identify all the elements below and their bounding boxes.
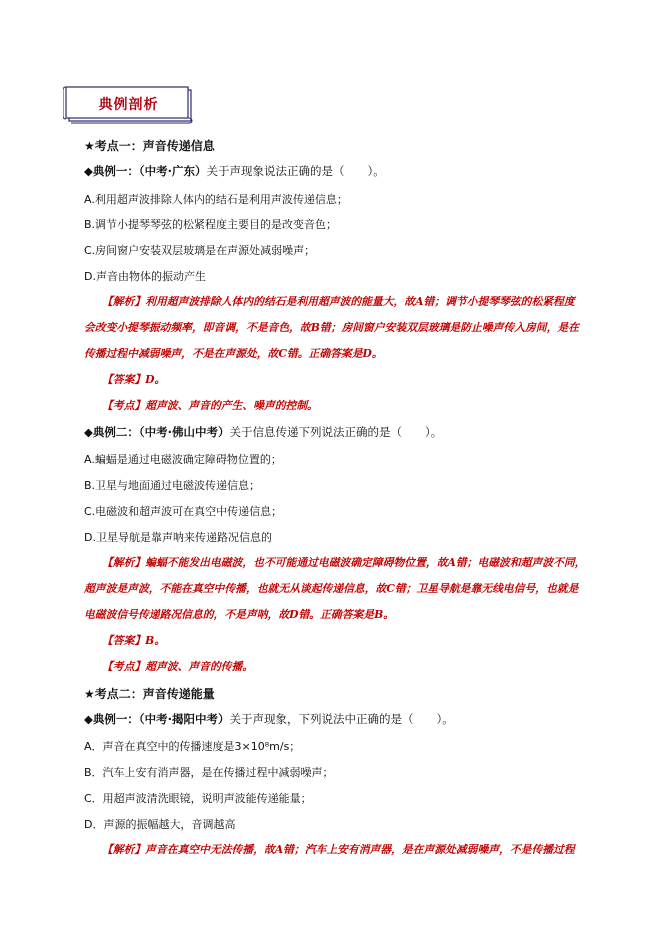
section-heading: ★考点一：声音传递信息 xyxy=(84,139,215,153)
option-d: D.声音由物体的振动产生 xyxy=(84,270,206,283)
example-source: （中考·广东） xyxy=(138,164,207,178)
example-text: 关于声现象，下列说法中正确的是（ ）。 xyxy=(229,712,454,726)
analysis-line: 传播过程中减弱噪声，不是在声源处，故C错。正确答案是D。 xyxy=(84,347,383,360)
analysis-line: 【解析】声音在真空中无法传播，故A错；汽车上安有消声器，是在声源处减弱噪声，不是传播过程 xyxy=(102,843,575,856)
example-prefix: ◆典例一： xyxy=(84,164,139,178)
section-heading: ★考点二：声音传递能量 xyxy=(84,687,215,701)
banner-title: 典例剖析 xyxy=(98,97,159,113)
analysis-line: 会改变小提琴振动频率，即音调，不是音色，故B错；房间窗户安装双层玻璃是防止噪声传入房间，是在 xyxy=(84,321,579,334)
example-source: （中考·佛山中考） xyxy=(138,425,230,439)
knowledge-point: 【考点】超声波、声音的传播。 xyxy=(102,660,254,673)
example-question xyxy=(84,163,385,179)
analysis-line: 【解析】利用超声波排除人体内的结石是利用超声波的能量大，故A错；调节小提琴琴弦的松紧程度 xyxy=(102,295,575,308)
option-c: C.房间窗户安装双层玻璃是在声源处减弱噪声； xyxy=(84,244,316,257)
option-b: B.调节小提琴琴弦的松紧程度主要目的是改变音色； xyxy=(84,218,338,231)
option-c: C.电磁波和超声波可在真空中传递信息； xyxy=(84,505,283,518)
option-b: B.卫星与地面通过电磁波传递信息； xyxy=(84,479,261,492)
answer-line: 【答案】D。 xyxy=(102,373,166,386)
example-prefix: ◆典例二： xyxy=(84,425,139,439)
analysis-line: 【解析】蝙蝠不能发出电磁波，也不可能通过电磁波确定障碍物位置，故A错；电磁波和超声波不同， xyxy=(102,556,586,569)
option-b: B．汽车上安有消声器，是在传播过程中减弱噪声； xyxy=(84,766,334,779)
option-d: D．声源的振幅越大，音调越高 xyxy=(84,818,236,831)
analysis-line: 电磁波信号传递路况信息的，不是声呐，故D错。正确答案是B。 xyxy=(84,608,395,621)
option-a: A．声音在真空中的传播速度是3×10⁸m/s； xyxy=(84,740,301,753)
answer-line: 【答案】B。 xyxy=(102,634,166,647)
example-question xyxy=(84,711,454,727)
example-question xyxy=(84,424,442,440)
analysis-line: 超声波是声波，不能在真空中传播，也就无从谈起传递信息，故C错；卫星导航是靠无线电信号，也就是 xyxy=(84,582,579,595)
example-text: 关于信息传递下列说法正确的是（ ）。 xyxy=(229,425,443,439)
section-banner xyxy=(63,86,194,124)
knowledge-point: 【考点】超声波、声音的产生、噪声的控制。 xyxy=(102,399,318,412)
option-c: C．用超声波清洗眼镜，说明声波能传递能量； xyxy=(84,792,312,805)
example-source: （中考·揭阳中考） xyxy=(138,712,230,726)
option-a: A.利用超声波排除人体内的结石是利用声波传递信息； xyxy=(84,193,348,206)
option-d: D.卫星导航是靠声呐来传递路况信息的 xyxy=(84,531,272,544)
example-text: 关于声现象说法正确的是（ ）。 xyxy=(206,164,385,178)
option-a: A.蝙蝠是通过电磁波确定障碍物位置的； xyxy=(84,453,282,466)
example-prefix: ◆典例一： xyxy=(84,712,139,726)
